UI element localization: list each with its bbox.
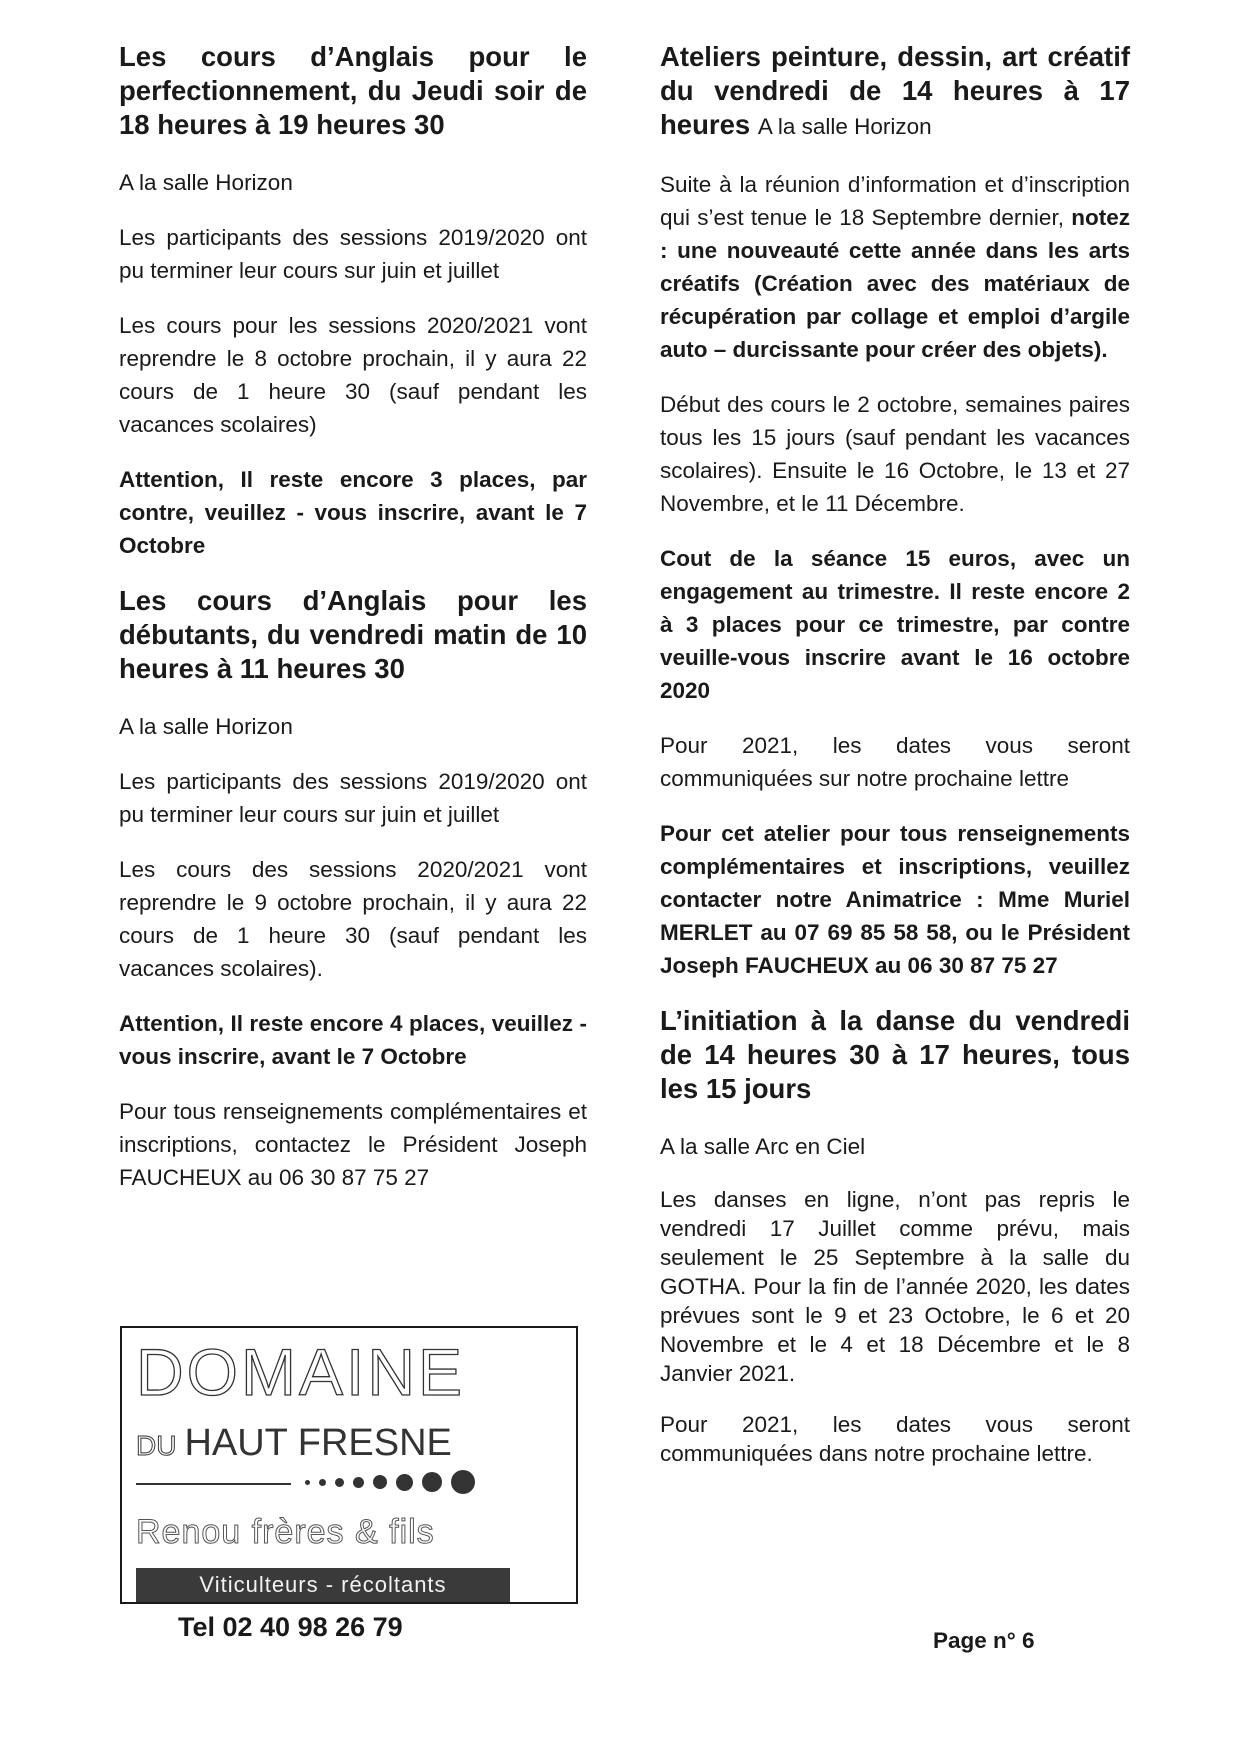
section-title-art-workshop xyxy=(660,40,1130,144)
paragraph: Les participants des sessions 2019/2020 ont pu terminer leur cours sur juin et juillet xyxy=(119,225,587,283)
logo-dot xyxy=(373,1475,387,1489)
logo-du: DU xyxy=(136,1430,177,1461)
paragraph: Les cours pour les sessions 2020/2021 vont reprendre le 8 octobre prochain, il y aura 22 cours de 1 heure 30 (sauf pendant les vacances scolaires) xyxy=(119,313,587,437)
paragraph: Les danses en ligne, n’ont pas repris le vendredi 17 Juillet comme prévu, mais seulement le 25 Septembre à la salle du GOTHA. Pour la fin de l’année 2020, les dates prévues sont le 9 et 23 Octobre, le 6 et 20 Novembre et le 4 et 18 Décembre et le 8 Janvier 2021. xyxy=(660,1187,1130,1386)
logo-dot xyxy=(451,1470,475,1494)
dense-block xyxy=(660,1185,1130,1468)
logo-renou: Renou frères & fils xyxy=(136,1513,435,1551)
left-column xyxy=(119,40,587,1216)
logo-dot xyxy=(305,1480,310,1485)
room-label: A la salle Arc en Ciel xyxy=(660,1134,866,1159)
room-label: A la salle Horizon xyxy=(757,114,932,139)
paragraph xyxy=(660,168,1130,366)
logo-haut-fresne xyxy=(136,1420,452,1469)
paragraph: Les cours des sessions 2020/2021 vont reprendre le 9 octobre prochain, il y aura 22 cours de 1 heure 30 (sauf pendant les vacances scolaires). xyxy=(119,857,587,981)
right-column xyxy=(660,40,1130,1490)
attention-note: Attention, Il reste encore 4 places, veuillez - vous inscrire, avant le 7 Octobre xyxy=(119,1011,587,1069)
paragraph: Début des cours le 2 octobre, semaines paires tous les 15 jours (sauf pendant les vacances scolaires). Ensuite le 16 Octobre, le 13 et 27 Novembre, et le 11 Décembre. xyxy=(660,392,1130,516)
section-title-english-beginners: Les cours d’Anglais pour les débutants, du vendredi matin de 10 heures à 11 heures 30 xyxy=(119,585,587,684)
section-title-english-advanced: Les cours d’Anglais pour le perfectionnement, du Jeudi soir de 18 heures à 19 heures 30 xyxy=(119,41,587,140)
logo-dots xyxy=(305,1470,484,1494)
contact-paragraph: Pour cet atelier pour tous renseignements complémentaires et inscriptions, veuillez contacter notre Animatrice : Mme Muriel MERLET au 07 69 85 58 58, ou le Président Joseph FAUCHEUX au 06 30 87 75 27 xyxy=(660,821,1130,978)
logo-dot xyxy=(396,1474,413,1491)
paragraph: Pour 2021, les dates vous seront communiquées sur notre prochaine lettre xyxy=(660,733,1130,791)
logo-dot xyxy=(353,1477,364,1488)
paragraph: Pour 2021, les dates vous seront communiquées dans notre prochaine lettre. xyxy=(660,1412,1130,1466)
page-number: Page n° 6 xyxy=(933,1628,1035,1653)
room-label: A la salle Horizon xyxy=(119,714,293,739)
logo-viticulteurs: Viticulteurs - récoltants xyxy=(136,1568,510,1602)
logo-domaine: DOMAINE xyxy=(136,1335,466,1409)
paragraph-intro: Suite à la réunion d’information et d’inscription qui s’est tenue le 18 Septembre dernier, xyxy=(660,172,1130,230)
price-note: Cout de la séance 15 euros, avec un engagement au trimestre. Il reste encore 2 à 3 places pour ce trimestre, par contre veuille-vous inscrire avant le 16 octobre 2020 xyxy=(660,546,1130,703)
section-title-dance: L’initiation à la danse du vendredi de 14 heures 30 à 17 heures, tous les 15 jours xyxy=(660,1005,1130,1104)
room-label: A la salle Horizon xyxy=(119,170,293,195)
logo-rule xyxy=(136,1483,291,1485)
logo-dot xyxy=(422,1472,442,1492)
phone-number: Tel 02 40 98 26 79 xyxy=(178,1612,403,1642)
paragraph: Les participants des sessions 2019/2020 ont pu terminer leur cours sur juin et juillet xyxy=(119,769,587,827)
attention-note: Attention, Il reste encore 3 places, par contre, veuillez - vous inscrire, avant le 7 Octobre xyxy=(119,467,587,558)
sponsor-logo xyxy=(120,1326,578,1604)
art-workshop-title-text: Ateliers peinture, dessin, art créatif du vendredi de 14 heures à 17 heures xyxy=(660,41,1130,140)
logo-dot xyxy=(335,1478,344,1487)
logo-dot xyxy=(319,1479,326,1486)
logo-haut-fresne-text: HAUT FRESNE xyxy=(184,1422,452,1464)
paragraph-highlight: notez : une nouveauté cette année dans les arts créatifs (Création avec des matériaux de récupération par collage et emploi d’argile auto – durcissante pour créer des objets). xyxy=(660,205,1130,362)
contact-paragraph: Pour tous renseignements complémentaires et inscriptions, contactez le Président Joseph FAUCHEUX au 06 30 87 75 27 xyxy=(119,1099,587,1190)
